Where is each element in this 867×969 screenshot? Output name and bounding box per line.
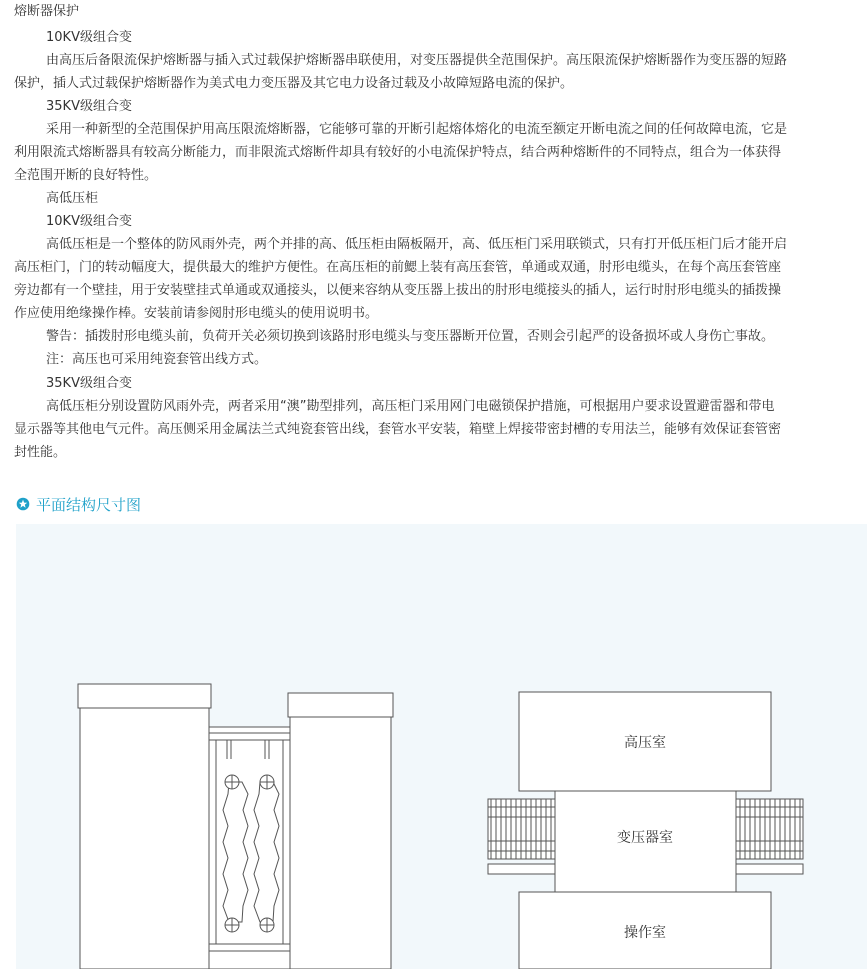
transformer-body xyxy=(209,727,290,969)
right-radiator xyxy=(736,799,803,874)
left-cabinet xyxy=(80,708,209,969)
paragraph-line: 利用限流式熔断器具有较高分断能力，而非限流式熔断件却具有较好的小电流保护特点，结合两种熔断件的不同特点，组合为一体获得 xyxy=(14,145,782,160)
heading-hv-lv-cabinet: 高低压柜 xyxy=(46,191,99,206)
warning-line: 警告：插拨肘形电缆头前，负荷开关必须切换到该路肘形电缆头与变压器断开位置，否则会引起严的设备损坏或人身伤亡事故。 xyxy=(46,329,775,344)
paragraph-line: 作应使用绝缘操作棒。安装前请参阅肘形电缆头的使用说明书。 xyxy=(14,306,379,321)
paragraph-line: 由高压后备限流保护熔断器与插入式过载保护熔断器串联使用，对变压器提供全范围保护。高压限流保护熔断器作为变压器的短路 xyxy=(46,53,788,68)
top-band xyxy=(209,733,290,740)
paragraph-line: 显示器等其他电气元件。高压侧采用金属法兰式纯瓷套管出线，套管水平安装，箱壁上焊接带密封槽的专用法兰，能够有效保证套管密 xyxy=(14,422,782,437)
subheading-10kv: 10KV级组合变 xyxy=(46,30,132,45)
heading-fuse-protection: 熔断器保护 xyxy=(14,4,80,19)
paragraph-line: 采用一种新型的全范围保护用高压限流熔断器，它能够可靠的开断引起熔体熔化的电流至额定开断电流之间的任何故障电流，它是 xyxy=(46,122,788,137)
left-roof xyxy=(78,684,211,708)
paragraph-line: 高低压柜分别设置防风雨外壳，两者采用“澳”勘型排列，高压柜门采用网门电磁锁保护措施，可根据用户要求设置避雷器和带电 xyxy=(46,399,775,414)
paragraph-line: 旁边都有一个壁挂，用于安装壁挂式单通或双通接头，以便来容纳从变压器上拔出的肘形电缆接头的插人，运行时肘形电缆头的插拨操 xyxy=(14,283,782,298)
left-radiator xyxy=(488,799,555,874)
floor-plan-diagram xyxy=(16,524,867,969)
subheading-35kv: 35KV级组合变 xyxy=(46,99,132,114)
subheading-10kv: 10KV级组合变 xyxy=(46,214,132,229)
paragraph-line: 高低压柜是一个整体的防风雨外壳，两个并排的高、低压柜由隔板隔开，高、低压柜门采用联锁式，只有打开低压柜门后才能开启 xyxy=(46,237,788,252)
front-elevation-drawing xyxy=(78,684,393,969)
paragraph-line: 保护，插人式过载保护熔断器作为美式电力变压器及其它电力设备过载及小故障短路电流的保护。 xyxy=(14,76,574,91)
right-roof xyxy=(288,693,393,717)
subheading-35kv: 35KV级组合变 xyxy=(46,376,132,391)
paragraph-line: 封性能。 xyxy=(14,445,67,460)
paragraph-line: 高压柜门，门的转动幅度大，提供最大的维护方便性。在高压柜的前鰓上装有高压套管，单通或双通，肘形电缆头，在每个高压套管座 xyxy=(14,260,782,275)
bottom-band xyxy=(209,944,290,951)
label-transformer-room: 变压器室 xyxy=(617,830,673,846)
fuse-right xyxy=(254,782,279,922)
label-operation-room: 操作室 xyxy=(624,925,666,941)
section-heading xyxy=(16,493,141,515)
paragraph-line: 全范围开断的良好特性。 xyxy=(14,168,158,183)
note-line: 注：高压也可采用纯瓷套管出线方式。 xyxy=(46,352,268,367)
fuse-left xyxy=(223,782,248,922)
label-high-voltage-room: 高压室 xyxy=(624,735,666,751)
star-in-circle-icon xyxy=(16,497,30,511)
right-cabinet xyxy=(290,717,391,969)
section-title: 平面结构尺寸图 xyxy=(36,495,142,514)
